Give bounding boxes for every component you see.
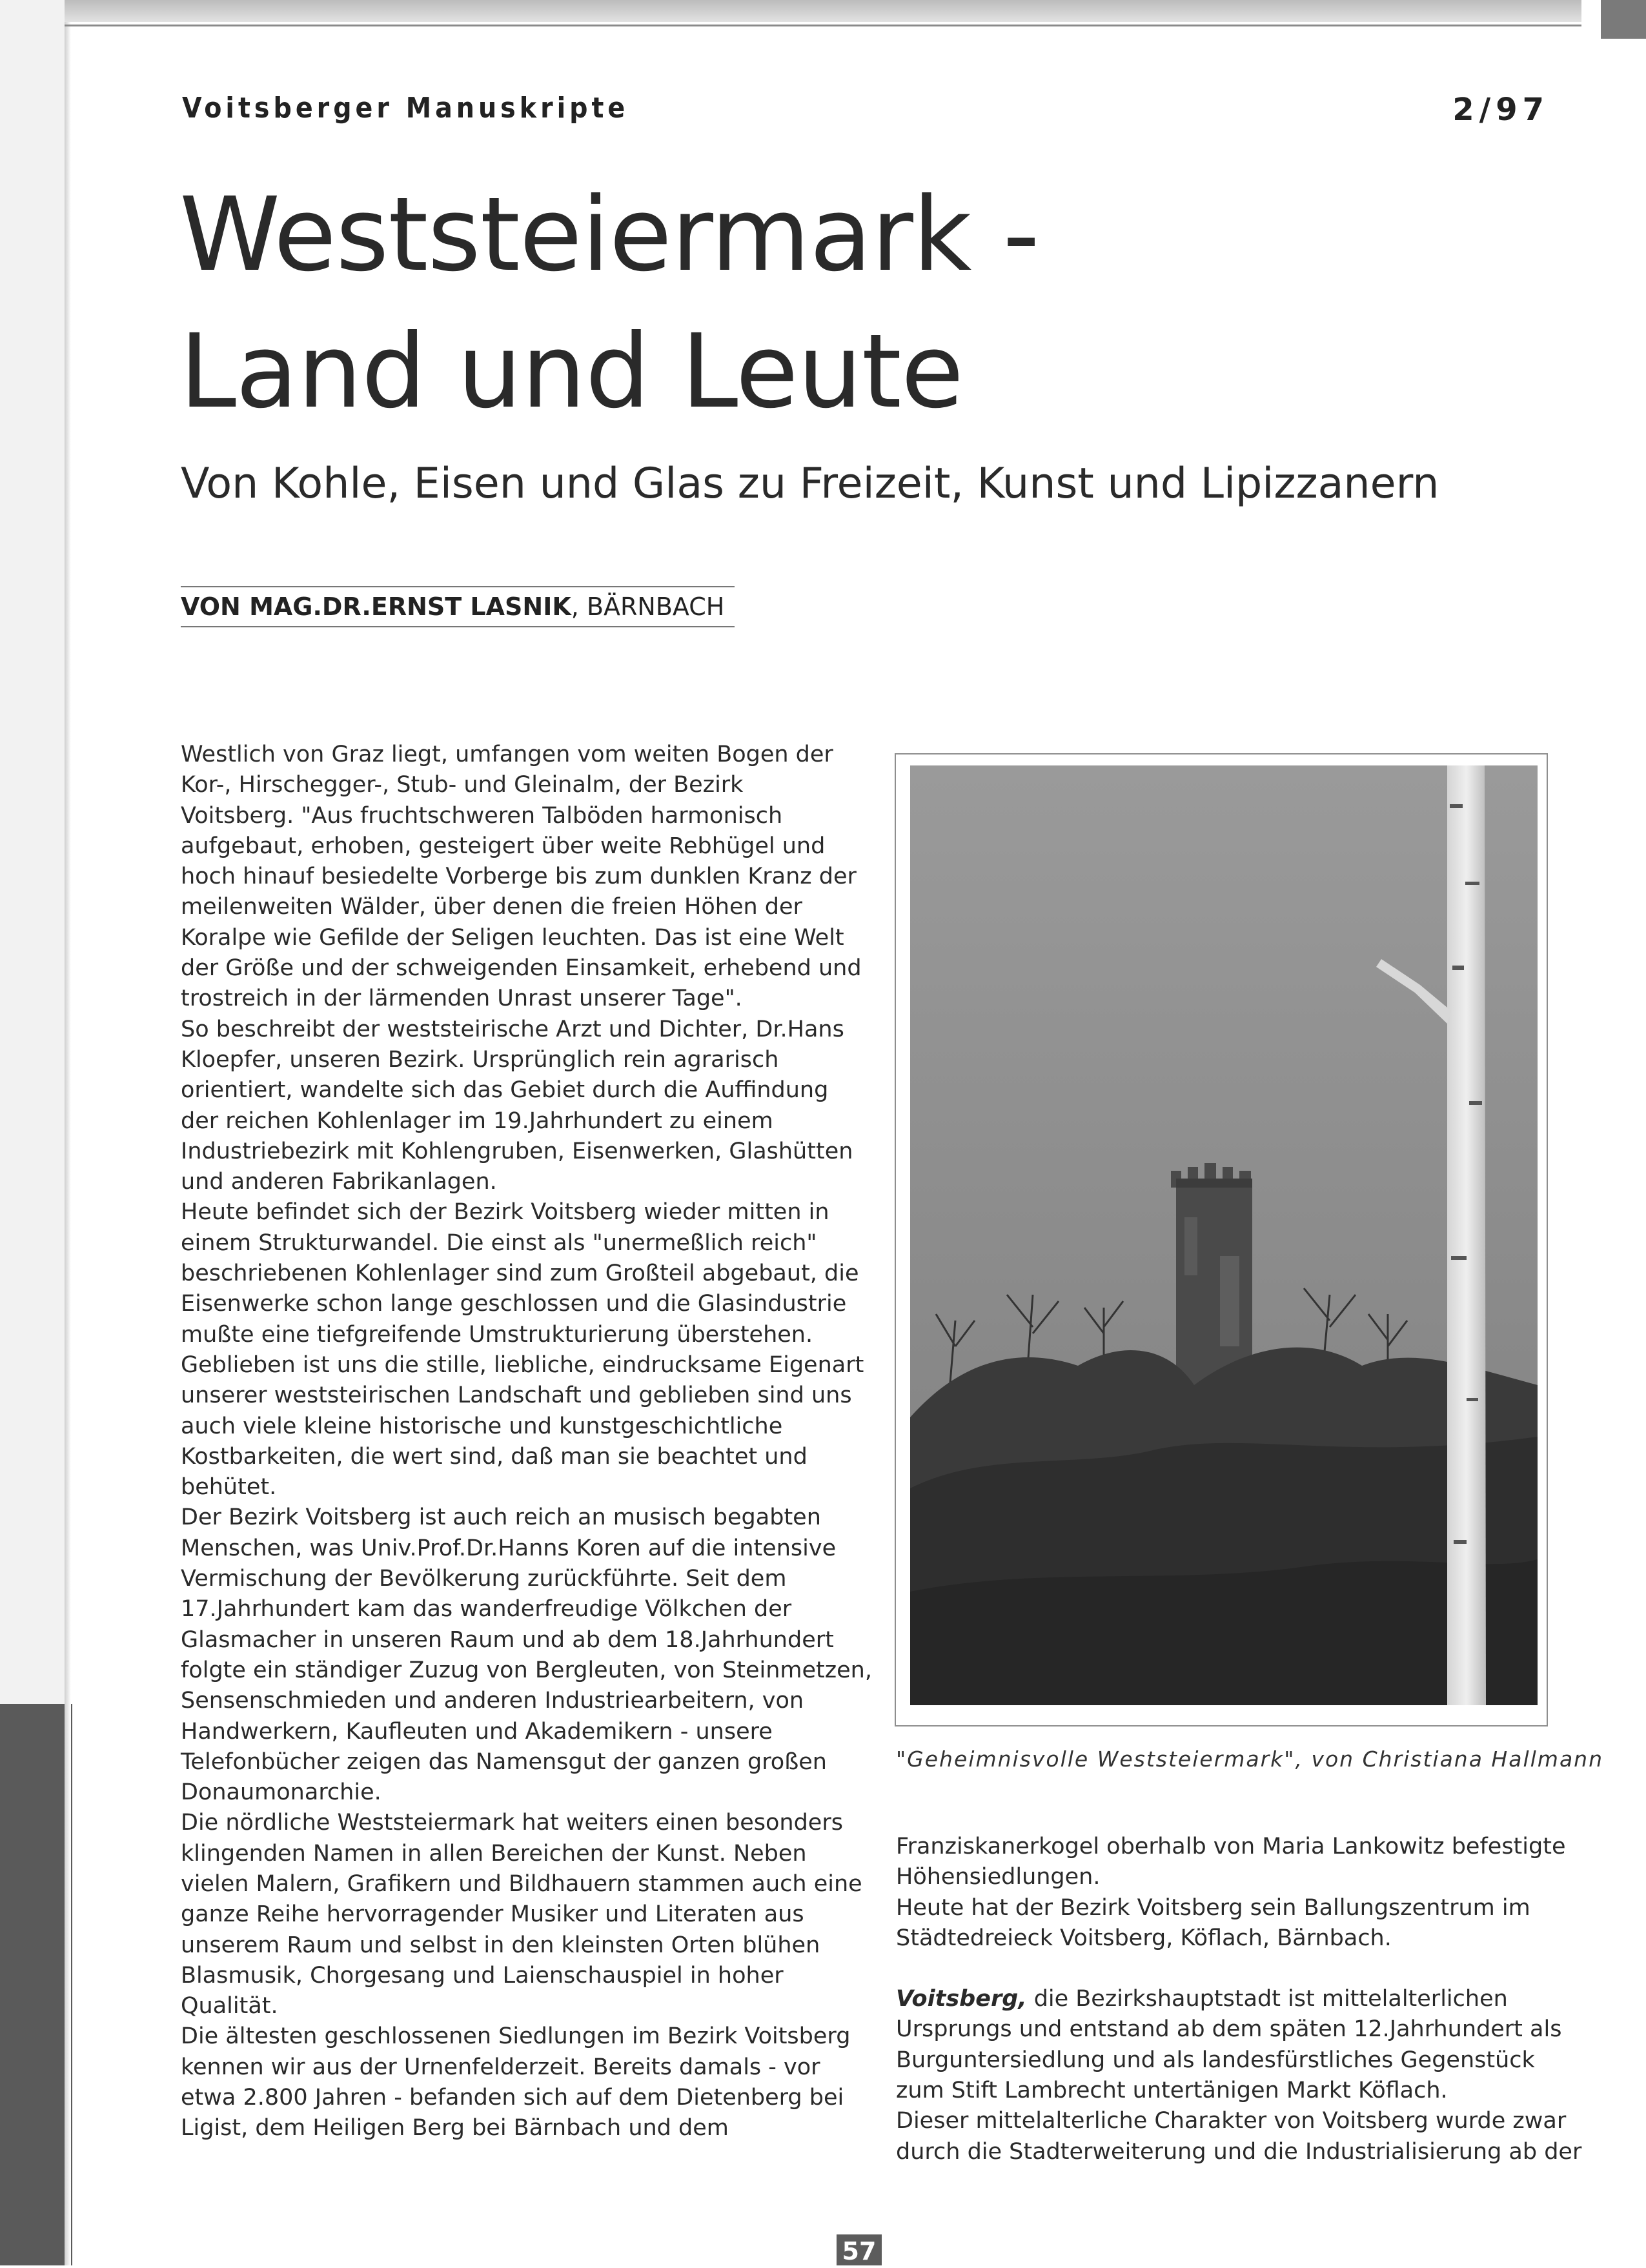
text-line: Blasmusik, Chorgesang und Laienschauspiel in hoher (181, 1962, 784, 1989)
text-line: mußte eine tiefgreifende Umstrukturierung überstehen. (181, 1321, 813, 1348)
text-line: Kostbarkeiten, die wert sind, daß man sie beachtet und (181, 1443, 808, 1470)
text-line: So beschreibt der weststeirische Arzt und Dichter, Dr.Hans (181, 1016, 844, 1042)
text-line: der Größe und der schweigenden Einsamkeit, erhebend und (181, 955, 862, 982)
text-line: Sensenschmieden und anderen Industriearbeitern, von (181, 1688, 804, 1714)
place-name-voitsberg: Voitsberg, (896, 1986, 1027, 2012)
text-line: der reichen Kohlenlager im 19.Jahrhundert zu einem (181, 1108, 773, 1134)
right-paragraph-1 (896, 1832, 1566, 1954)
scan-corner (1601, 0, 1646, 39)
text-line: vielen Malern, Grafikern und Bildhauern stammen auch eine (181, 1870, 862, 1897)
text-line: Heute hat der Bezirk Voitsberg sein Ballungszentrum im (896, 1894, 1530, 1921)
text-line: 17.Jahrhundert kam das wanderfreudige Völkchen der (181, 1596, 792, 1623)
text-line: Der Bezirk Voitsberg ist auch reich an musisch begabten (181, 1504, 821, 1531)
right-paragraph-2-first-line (896, 1984, 1548, 2014)
text-line: auch viele kleine historische und kunstgeschichtliche (181, 1413, 783, 1439)
text-line: Burguntersiedlung und als landesfürstliches Gegenstück (896, 2047, 1535, 2073)
text-line: Menschen, was Univ.Prof.Dr.Hanns Koren auf die intensive (181, 1535, 837, 1561)
body-column-left (181, 740, 872, 2144)
text-line: beschriebenen Kohlenlager sind zum Großteil abgebaut, die (181, 1261, 859, 1287)
text-line: Ursprungs und entstand ab dem späten 12.Jahrhundert als (896, 2016, 1562, 2043)
paragraph-text: die Bezirkshauptstadt ist mittelalterlichen (1026, 1986, 1508, 2012)
text-line: kennen wir aus der Urnenfelderzeit. Bereits damals - vor (181, 2054, 820, 2080)
text-line: Kloepfer, unseren Bezirk. Ursprünglich rein agrarisch (181, 1046, 779, 1073)
text-line: zum Stift Lambrecht untertänigen Markt Köflach. (896, 2078, 1448, 2104)
text-line: Ligist, dem Heiligen Berg bei Bärnbach und dem (181, 2115, 729, 2141)
text-line: orientiert, wandelte sich das Gebiet durch die Auffindung (181, 1077, 829, 1104)
page-fold (65, 0, 71, 2265)
paragraph-gap (896, 1954, 1548, 1984)
text-line: und anderen Fabrikanlagen. (181, 1169, 497, 1195)
text-line: Telefonbücher zeigen das Namensgut der ganzen großen (181, 1748, 827, 1775)
article-title (179, 167, 1406, 440)
text-line: Voitsberg. "Aus fruchtschweren Talböden harmonisch (181, 802, 783, 829)
right-paragraph-2 (896, 2014, 1582, 2167)
text-line: Eisenwerke schon lange geschlossen und die Glasindustrie (181, 1291, 847, 1317)
text-line: durch die Stadterweiterung und die Industrialisierung ab der (896, 2138, 1582, 2165)
photo-caption: "Geheimnisvolle Weststeiermark", von Christiana Hallmann (896, 1747, 1603, 1772)
byline-author: VON MAG.DR.ERNST LASNIK (181, 592, 571, 621)
text-line: Heute befindet sich der Bezirk Voitsberg wieder mitten in (181, 1199, 829, 1226)
article-subtitle: Von Kohle, Eisen und Glas zu Freizeit, Kunst und Lipizzanern (181, 460, 1439, 508)
scan-edge-line (65, 25, 1581, 26)
text-line: Vermischung der Bevölkerung zurückführte. Seit dem (181, 1566, 787, 1592)
text-line: aufgebaut, erhoben, gesteigert über weite Rebhügel und (181, 833, 826, 859)
text-line: Westlich von Graz liegt, umfangen vom weiten Bogen der (181, 742, 833, 767)
text-line: Geblieben ist uns die stille, liebliche, eindrucksame Eigenart (181, 1352, 864, 1378)
text-line: Kor-, Hirschegger-, Stub- und Gleinalm, der Bezirk (181, 772, 744, 798)
text-line: trostreich in der lärmenden Unrast unserer Tage". (181, 986, 742, 1012)
text-line: Industriebezirk mit Kohlengruben, Eisenwerken, Glashütten (181, 1138, 853, 1164)
byline (181, 586, 735, 627)
text-line: Höhensiedlungen. (896, 1864, 1101, 1890)
text-line: ganze Reihe hervorragender Musiker und Literaten aus (181, 1901, 804, 1928)
text-line: Handwerkern, Kaufleuten und Akademikern - unsere (181, 1718, 773, 1745)
text-line: Qualität. (181, 1993, 278, 2020)
text-line: Glasmacher in unseren Raum und ab dem 18.Jahrhundert (181, 1626, 834, 1653)
text-line: unserem Raum und selbst in den kleinsten Orten blühen (181, 1932, 820, 1958)
photo-illustration (910, 765, 1538, 1705)
page-number: 57 (837, 2234, 882, 2265)
issue-number: 2/97 (1452, 92, 1549, 128)
text-line: Die nördliche Weststeiermark hat weiters einen besonders (181, 1810, 843, 1836)
text-line: Franziskanerkogel oberhalb von Maria Lankowitz befestigte (896, 1834, 1566, 1859)
text-line: behütet. (181, 1474, 277, 1501)
text-line: einem Strukturwandel. Die einst als "unermeßlich reich" (181, 1230, 817, 1256)
text-line: folgte ein ständiger Zuzug von Bergleuten, von Steinmetzen, (181, 1657, 872, 1683)
text-line: unserer weststeirischen Landschaft und geblieben sind uns (181, 1382, 852, 1409)
body-column-right (896, 1832, 1582, 2167)
title-line-1: Weststeiermark - (179, 176, 1039, 294)
scan-shadow (0, 1704, 72, 2265)
text-line: Koralpe wie Gefilde der Seligen leuchten. Das ist eine Welt (181, 924, 844, 951)
text-line: Donaumonarchie. (181, 1779, 381, 1806)
title-line-2: Land und Leute (179, 312, 964, 431)
text-line: Dieser mittelalterliche Charakter von Voitsberg wurde zwar (896, 2108, 1567, 2134)
text-line: etwa 2.800 Jahren - befanden sich auf dem Dietenberg bei (181, 2085, 844, 2111)
text-line: Die ältesten geschlossenen Siedlungen im Bezirk Voitsberg (181, 2023, 851, 2050)
text-line: meilenweiten Wälder, über denen die freien Höhen der (181, 894, 802, 920)
text-line: Städtedreieck Voitsberg, Köflach, Bärnbach. (896, 1925, 1392, 1951)
journal-name: Voitsberger Manuskripte (182, 92, 629, 125)
castle-tower-photo (910, 765, 1538, 1705)
text-line: klingenden Namen in allen Bereichen der Kunst. Neben (181, 1840, 807, 1867)
scan-margin-top (65, 0, 1581, 22)
text-line: hoch hinauf besiedelte Vorberge bis zum dunklen Kranz der (181, 864, 857, 890)
byline-place: , BÄRNBACH (571, 592, 725, 621)
